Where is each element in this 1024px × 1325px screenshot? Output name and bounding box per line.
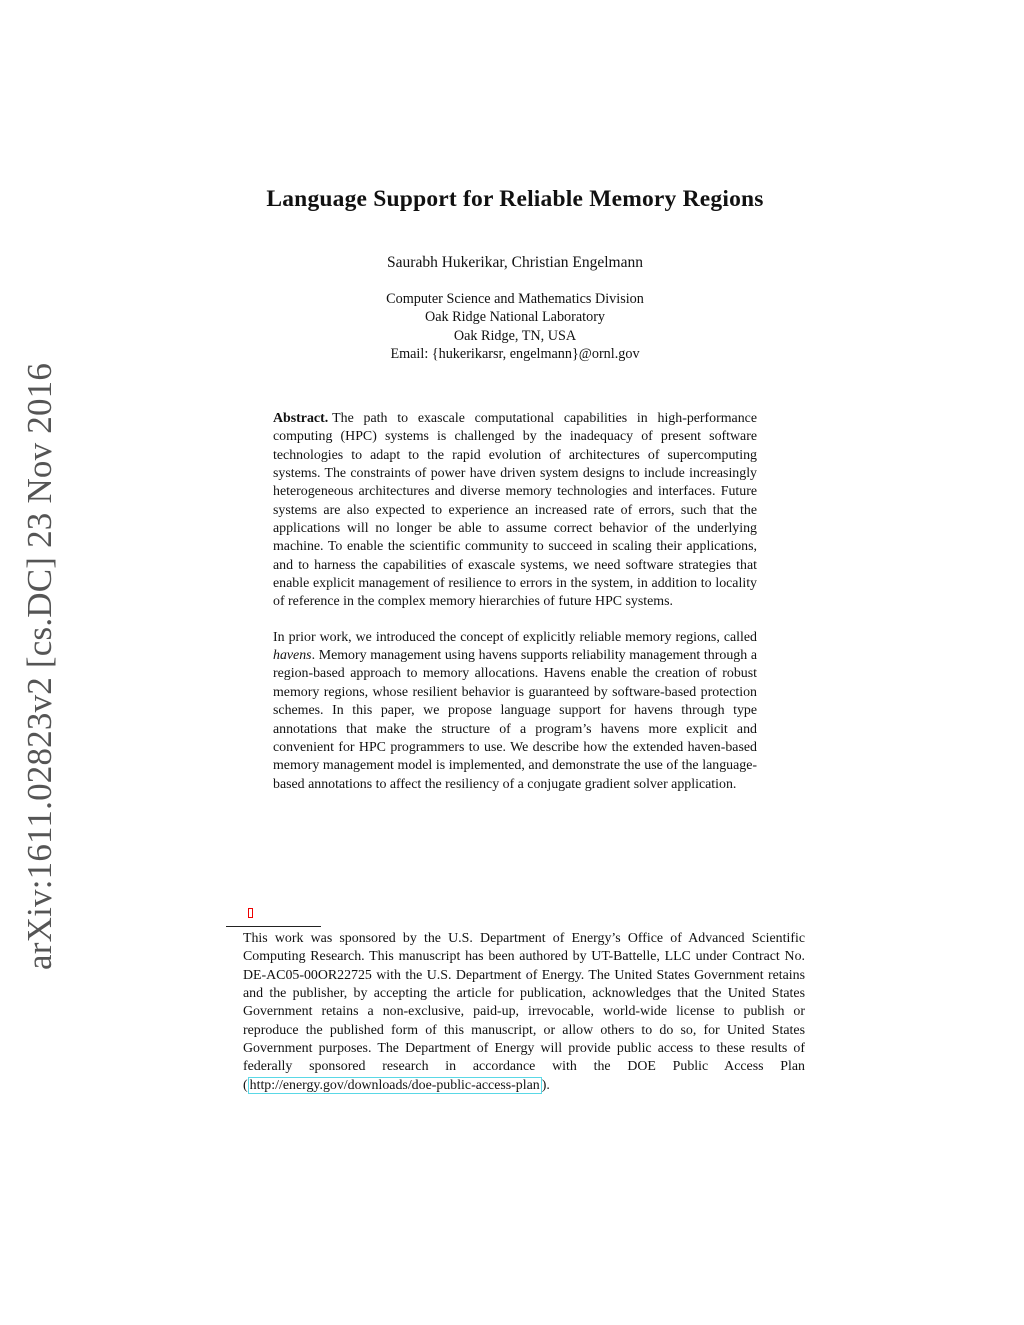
- abstract-text-2b: . Memory management using havens supports reliability management through a region-based approach to memory allocations. Havens enable the creation of robust memory regions, whose resilient behavior is guaranteed by software-based protection schemes. In this paper, we propose language support for havens through type annotations that make the structure of a program’s havens more explicit and convenient for HPC programmers to use. We describe how the extended haven-based memory management model is implemented, and demonstrate the use of the language-based annotations to affect the resiliency of a conjugate gradient solver application.: [273, 648, 757, 792]
- abstract-text-2a: In prior work, we introduced the concept of explicitly reliable memory regions, called: [273, 629, 757, 645]
- footnote-text: This work was sponsored by the U.S. Department of Energy’s Office of Advanced Scientific Computing Research. This manuscript has been authored by UT-Battelle, LLC under Contract No. DE-AC05-00OR22725 with the U.S. Department of Energy. The United States Government retains and the publisher, by accepting the article for publication, acknowledges that the United States Government retains a non-exclusive, paid-up, irrevocable, world-wide license to publish or reproduce the published form of this manuscript, or allow others to do so, for United States Government purposes. The Department of Energy will provide public access to these results of federally sponsored research in accordance with the DOE Public Access Plan (: [243, 931, 805, 1093]
- affiliation-lab: Oak Ridge National Laboratory: [424, 309, 606, 326]
- affiliation-location: Oak Ridge, TN, USA: [453, 327, 577, 344]
- abstract: [273, 410, 757, 811]
- abstract-text-1: The path to exascale computational capabilities in high-performance computing (HPC) systems is challenged by the inadequacy of present software technologies to adapt to the rapid evolution of architectures of supercomputing systems. The constraints of power have driven system designs to include increasingly heterogeneous architectures and diverse memory technologies and interfaces. Future systems are also expected to experience an increased rate of errors, such that the applications will no longer be able to assume correct behavior of the underlying machine. To enable the scientific community to succeed in scaling their applications, and to harness the capabilities of exascale systems, we need software strategies that enable explicit management of resilience to errors in the system, in addition to locality of reference in the complex memory hierarchies of future HPC systems.: [273, 411, 757, 610]
- authors: Saurabh Hukerikar, Christian Engelmann: [387, 254, 643, 271]
- footnote: [243, 930, 805, 1095]
- footnote-marker-icon[interactable]: [248, 908, 253, 918]
- paper-title: Language Support for Reliable Memory Regions: [266, 186, 764, 212]
- abstract-label: Abstract.: [273, 411, 329, 426]
- footnote-end: ).: [541, 1077, 550, 1093]
- affiliation: [300, 290, 730, 363]
- affiliation-division: Computer Science and Mathematics Division: [386, 291, 644, 307]
- arxiv-side-stamp: arXiv:1611.02823v2 [cs.DC] 23 Nov 2016: [20, 362, 59, 970]
- doe-access-plan-link[interactable]: http://energy.gov/downloads/doe-public-access-plan: [249, 1077, 540, 1093]
- footnote-rule: [226, 926, 321, 927]
- affiliation-email: Email: {hukerikarsr, engelmann}@ornl.gov: [390, 345, 640, 362]
- abstract-paragraph-2: [273, 629, 757, 794]
- havens-term: havens: [273, 648, 312, 664]
- abstract-paragraph-1: [273, 410, 757, 612]
